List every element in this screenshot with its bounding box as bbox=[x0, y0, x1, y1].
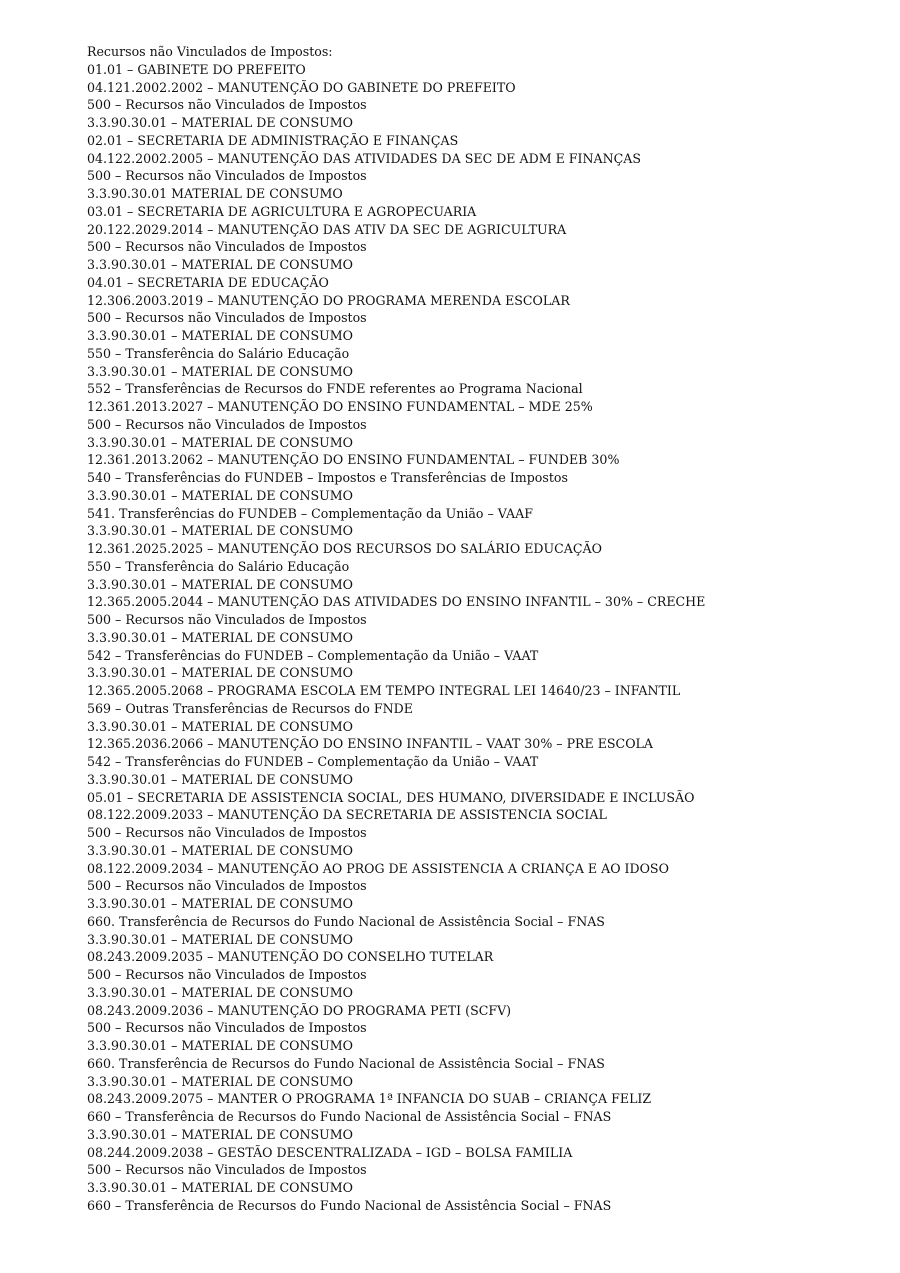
document-line: 3.3.90.30.01 – MATERIAL DE CONSUMO bbox=[87, 328, 353, 343]
document-line: 500 – Recursos não Vinculados de Impostos bbox=[87, 825, 367, 840]
document-line: 12.365.2036.2066 – MANUTENÇÃO DO ENSINO INFANTIL – VAAT 30% – PRE ESCOLA bbox=[87, 736, 653, 752]
document-line: 3.3.90.30.01 MATERIAL DE CONSUMO bbox=[87, 186, 343, 201]
document-line: 660. Transferência de Recursos do Fundo Nacional de Assistência Social – FNAS bbox=[87, 1055, 605, 1071]
document-line: 08.122.2009.2033 – MANUTENÇÃO DA SECRETARIA DE ASSISTENCIA SOCIAL bbox=[87, 807, 607, 823]
document-line: 540 – Transferências do FUNDEB – Impostos e Transferências de Impostos bbox=[87, 470, 568, 485]
document-line: 08.243.2009.2075 – MANTER O PROGRAMA 1ª INFANCIA DO SUAB – CRIANÇA FELIZ bbox=[87, 1091, 652, 1107]
document-line: 500 – Recursos não Vinculados de Impostos bbox=[87, 416, 367, 432]
document-line: 08.243.2009.2035 – MANUTENÇÃO DO CONSELHO TUTELAR bbox=[87, 949, 494, 965]
document-line: 3.3.90.30.01 – MATERIAL DE CONSUMO bbox=[87, 931, 353, 947]
document-line: 05.01 – SECRETARIA DE ASSISTENCIA SOCIAL, DES HUMANO, DIVERSIDADE E INCLUSÃO bbox=[87, 789, 695, 805]
document-line: 550 – Transferência do Salário Educação bbox=[87, 345, 350, 361]
document-line: 12.365.2005.2068 – PROGRAMA ESCOLA EM TEMPO INTEGRAL LEI 14640/23 – INFANTIL bbox=[87, 683, 681, 698]
document-line: 500 – Recursos não Vinculados de Impostos bbox=[87, 1162, 367, 1178]
document-line: 3.3.90.30.01 – MATERIAL DE CONSUMO bbox=[87, 576, 353, 592]
document-line: 02.01 – SECRETARIA DE ADMINISTRAÇÃO E FINANÇAS bbox=[87, 132, 459, 148]
document-line: 3.3.90.30.01 – MATERIAL DE CONSUMO bbox=[87, 523, 353, 539]
document-line: 04.01 – SECRETARIA DE EDUCAÇÃO bbox=[87, 274, 329, 290]
document-line: 12.361.2025.2025 – MANUTENÇÃO DOS RECURSOS DO SALÁRIO EDUCAÇÃO bbox=[87, 541, 602, 556]
document-line: 3.3.90.30.01 – MATERIAL DE CONSUMO bbox=[87, 771, 353, 787]
document-line: 660 – Transferência de Recursos do Fundo Nacional de Assistência Social – FNAS bbox=[87, 1109, 612, 1124]
document-line: 03.01 – SECRETARIA DE AGRICULTURA E AGROPECUARIA bbox=[87, 203, 477, 219]
document-line: 3.3.90.30.01 – MATERIAL DE CONSUMO bbox=[87, 1038, 353, 1053]
document-line: 12.361.2013.2062 – MANUTENÇÃO DO ENSINO FUNDAMENTAL – FUNDEB 30% bbox=[87, 452, 620, 468]
document-line: 3.3.90.30.01 – MATERIAL DE CONSUMO bbox=[87, 363, 353, 379]
document-line: 3.3.90.30.01 – MATERIAL DE CONSUMO bbox=[87, 487, 353, 503]
document-line: 550 – Transferência do Salário Educação bbox=[87, 558, 350, 574]
document-line: 542 – Transferências do FUNDEB – Complementação da União – VAAT bbox=[87, 754, 539, 769]
document-line: 500 – Recursos não Vinculados de Impostos bbox=[87, 967, 367, 982]
document-line: 3.3.90.30.01 – MATERIAL DE CONSUMO bbox=[87, 629, 353, 645]
document-line: 569 – Outras Transferências de Recursos do FNDE bbox=[87, 700, 413, 716]
document-line: 500 – Recursos não Vinculados de Impostos bbox=[87, 168, 367, 184]
document-line: 12.361.2013.2027 – MANUTENÇÃO DO ENSINO FUNDAMENTAL – MDE 25% bbox=[87, 399, 593, 414]
document-line: 3.3.90.30.01 – MATERIAL DE CONSUMO bbox=[87, 434, 353, 450]
document-body bbox=[87, 43, 877, 1215]
document-line: 08.122.2009.2034 – MANUTENÇÃO AO PROG DE ASSISTENCIA A CRIANÇA E AO IDOSO bbox=[87, 860, 669, 876]
document-line: 3.3.90.30.01 – MATERIAL DE CONSUMO bbox=[87, 1073, 353, 1089]
document-line: 552 – Transferências de Recursos do FNDE referentes ao Programa Nacional bbox=[87, 381, 583, 397]
document-line: 500 – Recursos não Vinculados de Impostos bbox=[87, 97, 367, 113]
document-line: 3.3.90.30.01 – MATERIAL DE CONSUMO bbox=[87, 842, 353, 858]
document-line: 3.3.90.30.01 – MATERIAL DE CONSUMO bbox=[87, 984, 353, 1000]
document-line: 500 – Recursos não Vinculados de Impostos bbox=[87, 239, 367, 255]
document-line: 500 – Recursos não Vinculados de Impostos bbox=[87, 310, 367, 326]
document-line: 3.3.90.30.01 – MATERIAL DE CONSUMO bbox=[87, 1126, 353, 1142]
document-line: 12.306.2003.2019 – MANUTENÇÃO DO PROGRAMA MERENDA ESCOLAR bbox=[87, 292, 570, 308]
document-line: 500 – Recursos não Vinculados de Impostos bbox=[87, 612, 367, 627]
document-line: 500 – Recursos não Vinculados de Impostos bbox=[87, 878, 367, 894]
document-line: 3.3.90.30.01 – MATERIAL DE CONSUMO bbox=[87, 665, 353, 681]
document-line: 04.122.2002.2005 – MANUTENÇÃO DAS ATIVIDADES DA SEC DE ADM E FINANÇAS bbox=[87, 150, 641, 166]
document-line: 3.3.90.30.01 – MATERIAL DE CONSUMO bbox=[87, 257, 353, 272]
document-line: 12.365.2005.2044 – MANUTENÇÃO DAS ATIVIDADES DO ENSINO INFANTIL – 30% – CRECHE bbox=[87, 594, 706, 610]
document-line: 01.01 – GABINETE DO PREFEITO bbox=[87, 61, 306, 77]
document-line: 08.243.2009.2036 – MANUTENÇÃO DO PROGRAMA PETI (SCFV) bbox=[87, 1002, 512, 1018]
document-line: 660 – Transferência de Recursos do Fundo Nacional de Assistência Social – FNAS bbox=[87, 1197, 612, 1213]
document-line: 3.3.90.30.01 – MATERIAL DE CONSUMO bbox=[87, 1180, 353, 1195]
document-line: 04.121.2002.2002 – MANUTENÇÃO DO GABINETE DO PREFEITO bbox=[87, 79, 516, 95]
document-line: 3.3.90.30.01 – MATERIAL DE CONSUMO bbox=[87, 718, 353, 734]
document-line: 3.3.90.30.01 – MATERIAL DE CONSUMO bbox=[87, 896, 353, 911]
document-line: 660. Transferência de Recursos do Fundo Nacional de Assistência Social – FNAS bbox=[87, 913, 605, 929]
document-line: 500 – Recursos não Vinculados de Impostos bbox=[87, 1020, 367, 1036]
document-line: 541. Transferências do FUNDEB – Complementação da União – VAAF bbox=[87, 505, 533, 521]
document-line: 542 – Transferências do FUNDEB – Complementação da União – VAAT bbox=[87, 647, 539, 663]
document-line: 08.244.2009.2038 – GESTÃO DESCENTRALIZADA – IGD – BOLSA FAMILIA bbox=[87, 1144, 573, 1160]
document-heading: Recursos não Vinculados de Impostos: bbox=[87, 44, 333, 59]
document-line: 3.3.90.30.01 – MATERIAL DE CONSUMO bbox=[87, 115, 353, 130]
document-line: 20.122.2029.2014 – MANUTENÇÃO DAS ATIV DA SEC DE AGRICULTURA bbox=[87, 221, 567, 237]
